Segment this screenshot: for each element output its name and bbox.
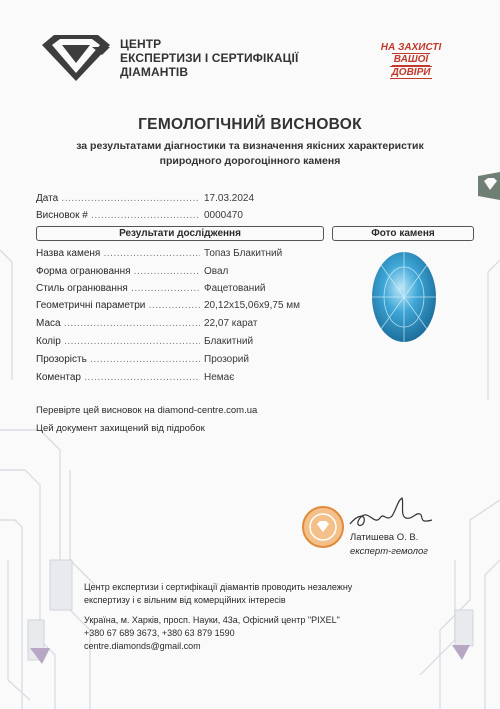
- subtitle-line-1: за результатами діагностики та визначення якісних характеристик: [76, 140, 424, 152]
- result-value: Овал: [204, 266, 229, 277]
- conclusion-number-value: 0000470: [204, 210, 243, 221]
- protection-note: Цей документ захищений від підробок: [36, 423, 205, 434]
- slogan-line-3: ДОВІРИ: [391, 67, 431, 78]
- document-title: ГЕМОЛОГІЧНИЙ ВИСНОВОК: [138, 116, 362, 133]
- diamond-logo-icon: [36, 33, 116, 83]
- result-label: Назва каменя .....: [36, 248, 200, 259]
- result-row: [36, 283, 266, 297]
- footer-email[interactable]: centre.diamonds@gmail.com: [84, 641, 201, 651]
- result-value: Прозорий: [204, 354, 249, 365]
- footer-line-2: експертизу і є вільним від комерційних інтересів: [84, 595, 286, 605]
- result-label: Колір .....: [36, 336, 200, 347]
- slogan: [366, 42, 456, 79]
- result-label: Геометричні параметри .....: [36, 300, 200, 311]
- result-value: Фацетований: [204, 283, 266, 294]
- results-section-header: Результати дослідження: [36, 226, 324, 241]
- organization-name: [120, 37, 360, 79]
- subtitle-line-2: природного дорогоцінного каменя: [159, 155, 341, 167]
- footer-line-1: Центр експертизи і сертифікації діамантів проводить незалежну: [84, 582, 353, 592]
- conclusion-number-field: [36, 210, 243, 224]
- result-label: Маса .....: [36, 318, 200, 329]
- slogan-line-2: ВАШОЇ: [393, 54, 429, 65]
- org-name-line-2: ЕКСПЕРТИЗИ І СЕРТИФІКАЦІЇ: [120, 51, 299, 65]
- footer-address: Україна, м. Харків, просп. Науки, 43а, Офісний центр "PIXEL": [84, 615, 340, 625]
- result-value: Блакитний: [204, 336, 254, 347]
- date-label: Дата .....: [36, 193, 200, 204]
- result-label: Прозорість .....: [36, 354, 200, 365]
- footer-phones: +380 67 689 3673, +380 63 879 1590: [84, 628, 235, 638]
- photo-section-header: Фото каменя: [332, 226, 474, 241]
- result-label: Коментар .....: [36, 372, 200, 383]
- result-row: [36, 266, 229, 280]
- result-value: Топаз Блакитний: [204, 248, 283, 259]
- seal-stamp: [302, 506, 344, 548]
- result-value: 22,07 карат: [204, 318, 258, 329]
- org-name-line-3: ДІАМАНТІВ: [120, 65, 189, 79]
- result-row: [36, 318, 258, 332]
- verify-site-link[interactable]: diamond-centre.com.ua: [157, 405, 258, 416]
- expert-name: Латишева О. В.: [350, 532, 419, 543]
- result-row: [36, 300, 301, 314]
- hologram-icon: [478, 172, 500, 200]
- stone-photo: [370, 250, 438, 345]
- expert-role: експерт-гемолог: [350, 546, 428, 557]
- conclusion-number-label: Висновок # .....: [36, 210, 200, 221]
- result-value: 20,12x15,06x9,75 мм: [204, 300, 301, 311]
- slogan-line-1: НА ЗАХИСТІ: [380, 42, 442, 53]
- org-name-line-1: ЦЕНТР: [120, 37, 162, 51]
- result-row: [36, 248, 283, 262]
- date-value: 17.03.2024: [204, 193, 255, 204]
- result-label: Форма огранювання .....: [36, 266, 200, 277]
- date-field: [36, 193, 255, 207]
- result-row: [36, 354, 249, 368]
- expert-signature: [346, 496, 436, 532]
- result-row: [36, 372, 235, 386]
- result-row: [36, 336, 254, 350]
- verify-text: Перевірте цей висновок на: [36, 405, 158, 416]
- verify-note: [36, 405, 257, 416]
- document-subtitle: [20, 139, 480, 169]
- result-label: Стиль огранювання .....: [36, 283, 200, 294]
- result-value: Немає: [204, 372, 235, 383]
